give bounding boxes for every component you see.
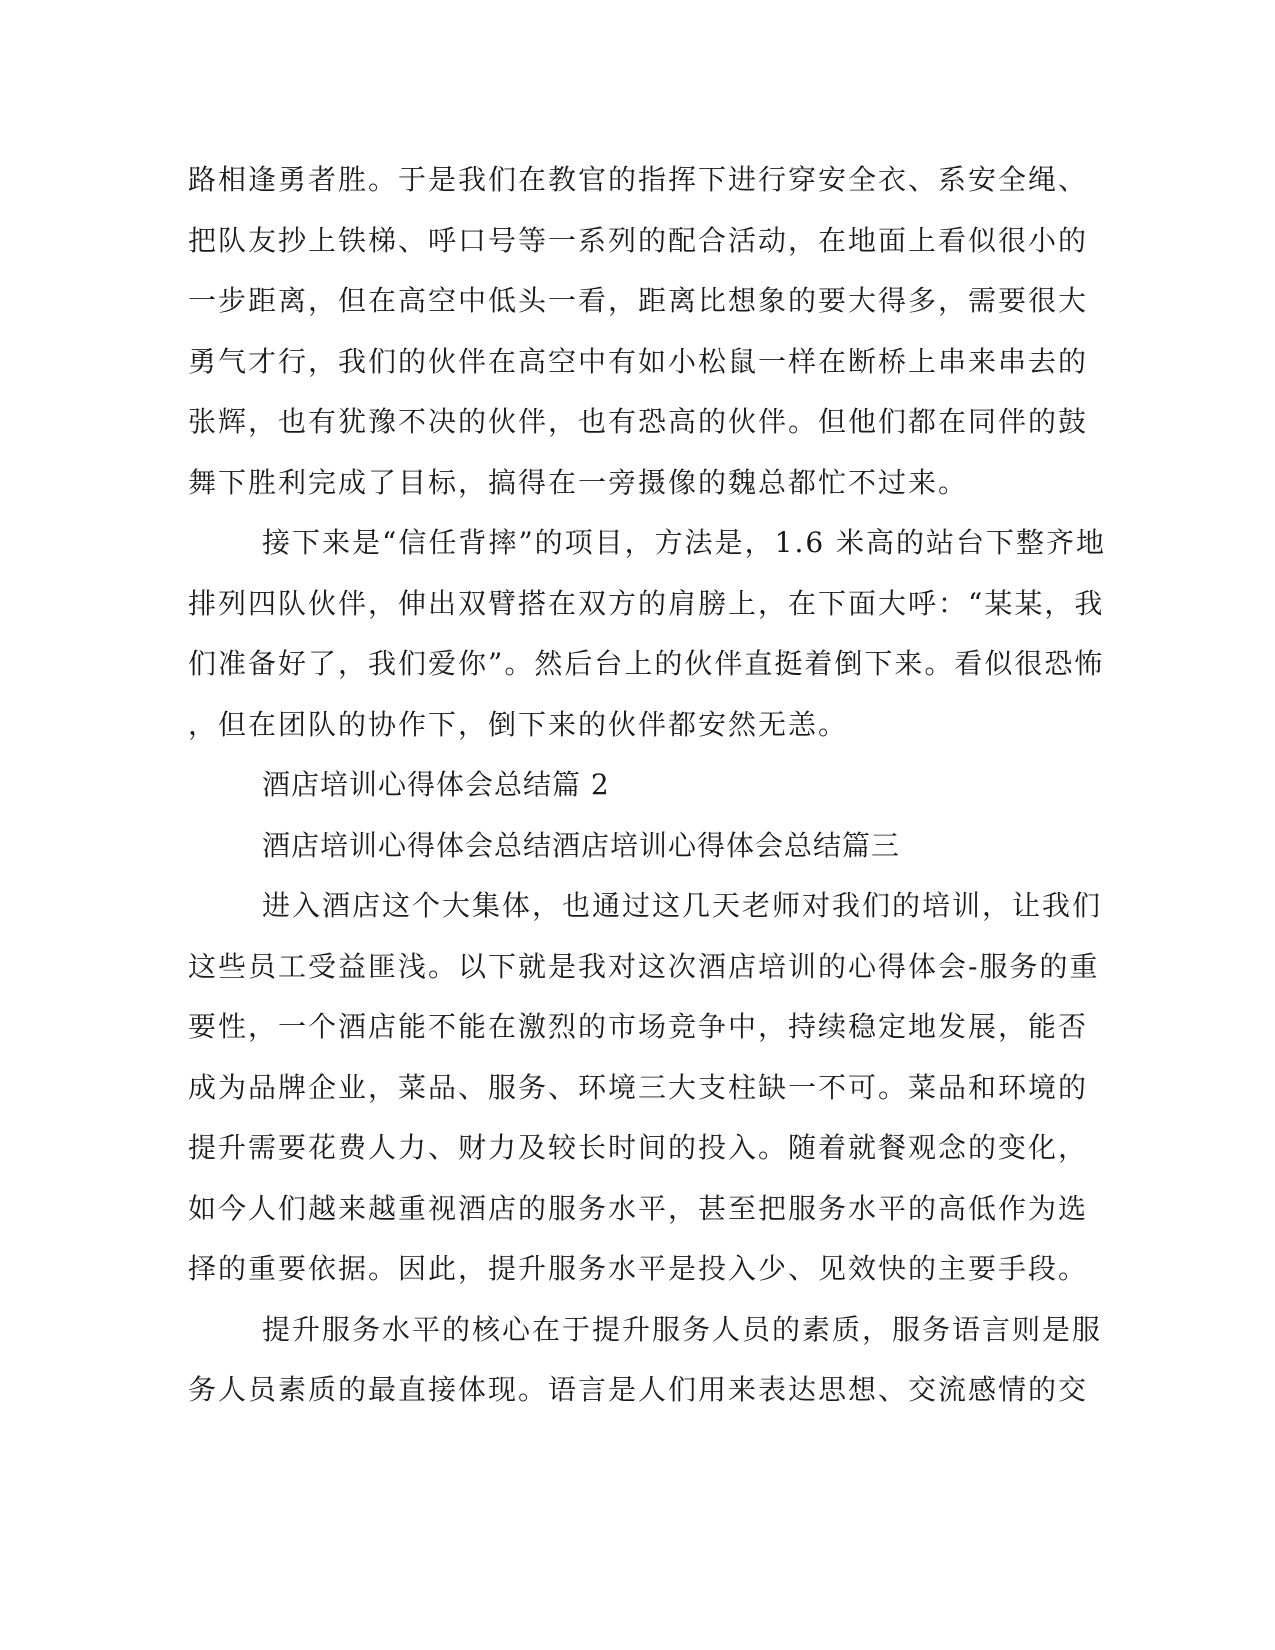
paragraph-first-line: 提升服务水平的核心在于提升服务人员的素质，服务语言则是服 [262, 1312, 1103, 1346]
text-line: 路相逢勇者胜。于是我们在教官的指挥下进行穿安全衣、系安全绳、 [188, 163, 1089, 196]
text-line: 们准备好了，我们爱你”。然后台上的伙伴直挺着倒下来。看似很恐怖 [188, 647, 1105, 680]
text-line: 这些员工受益匪浅。以下就是我对这次酒店培训的心得体会-服务的重 [188, 949, 1100, 983]
text-line: 如今人们越来越重视酒店的服务水平，甚至把服务水平的高低作为选 [188, 1191, 1089, 1225]
text-line: 务人员素质的最直接体现。语言是人们用来表达思想、交流感情的交 [188, 1373, 1089, 1406]
text-line: 成为品牌企业，菜品、服务、环境三大支柱缺一不可。菜品和环境的 [188, 1070, 1089, 1104]
text-line: 要性，一个酒店能不能在激烈的市场竞争中，持续稳定地发展，能否 [188, 1010, 1089, 1043]
paragraph-first-line: 进入酒店这个大集体，也通过这几天老师对我们的培训，让我们 [262, 889, 1103, 922]
text-line: 一步距离，但在高空中低头一看，距离比想象的要大得多，需要很大 [188, 284, 1089, 317]
text-line: 提升需要花费人力、财力及较长时间的投入。随着就餐观念的变化， [188, 1131, 1089, 1164]
section-heading: 酒店培训心得体会总结篇 2 [262, 768, 610, 801]
text-line: 舞下胜利完成了目标，搞得在一旁摄像的魏总都忙不过来。 [188, 465, 969, 499]
text-line: 勇气才行，我们的伙伴在高空中有如小松鼠一样在断桥上串来串去的 [188, 344, 1089, 378]
body-text [188, 150, 1107, 1421]
paragraph-first-line: 接下来是“信任背摔”的项目，方法是，1.6 米高的站台下整齐地 [262, 526, 1107, 559]
text-line: 排列四队伙伴，伸出双臂搭在双方的肩膀上，在下面大呼：“某某，我 [188, 586, 1105, 620]
section-subheading: 酒店培训心得体会总结酒店培训心得体会总结篇三 [262, 828, 901, 862]
text-line: 张辉，也有犹豫不决的伙伴，也有恐高的伙伴。但他们都在同伴的鼓 [188, 405, 1089, 438]
text-line: ，但在团队的协作下，倒下来的伙伴都安然无恙。 [188, 707, 849, 741]
text-line: 把队友抄上铁梯、呼口号等一系列的配合活动，在地面上看似很小的 [188, 223, 1089, 257]
text-line: 择的重要依据。因此，提升服务水平是投入少、见效快的主要手段。 [188, 1252, 1089, 1285]
